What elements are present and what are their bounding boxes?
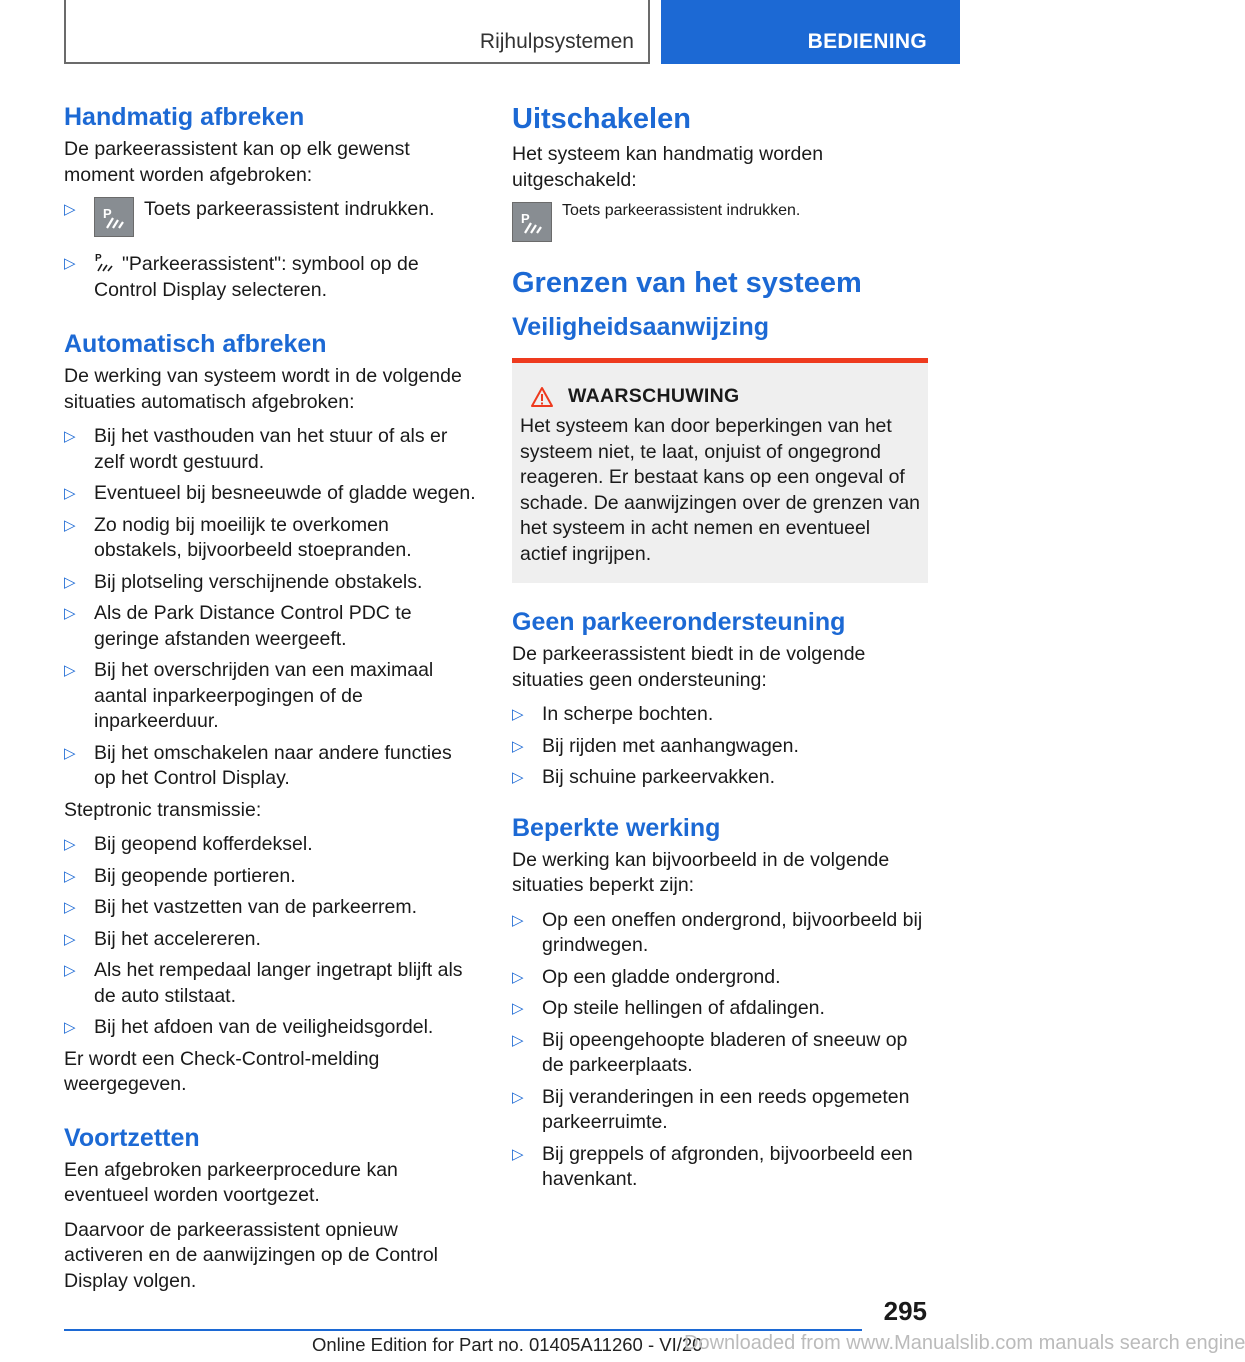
list-item: ▷ Bij het omschakelen naar andere functies op het Control Display. xyxy=(64,741,478,792)
list-item: ▷ Bij het vasthouden van het stuur of als er zelf wordt gestuurd. xyxy=(64,424,478,475)
list-item xyxy=(64,197,478,237)
header-chapter-title: BEDIENING xyxy=(807,30,927,53)
svg-text:P: P xyxy=(521,211,530,226)
footer-edition: Online Edition for Part no. 01405A11260 - VI/20 xyxy=(312,1334,703,1355)
switch-off-item: Toets parkeerassistent indrukken. xyxy=(562,202,801,219)
steptronic-label: Steptronic transmissie: xyxy=(64,798,262,821)
manual-abort-intro: De parkeerassistent kan op elk gewenst moment worden afgebroken: xyxy=(64,138,410,186)
switch-off-intro: Het systeem kan handmatig worden uitgeschakeld: xyxy=(512,143,824,191)
park-assist-symbol-icon xyxy=(94,251,116,273)
check-control-note: Er wordt een Check-Control-melding weergegeven. xyxy=(64,1047,380,1095)
list-item: ▷ Bij geopende portieren. xyxy=(64,864,478,890)
list-item: ▷ Op een gladde ondergrond. xyxy=(512,965,928,991)
continue-paragraph-2: Daarvoor de parkeerassistent opnieuw activeren en de aanwijzingen op de Control Display volgen. xyxy=(64,1218,438,1292)
switch-off-instruction xyxy=(512,202,928,242)
list-item: ▷ Bij het accelereren. xyxy=(64,927,478,953)
heading-limited-function: Beperkte werking xyxy=(512,813,721,842)
list-item: ▷ Zo nodig bij moeilijk te overkomen obstakels, bijvoorbeeld stoepranden. xyxy=(64,513,478,564)
heading-safety-note: Veiligheidsaanwijzing xyxy=(512,313,770,341)
heading-no-support: Geen parkeerondersteuning xyxy=(512,608,846,636)
continue-paragraph-1: Een afgebroken parkeerprocedure kan eventueel worden voortgezet. xyxy=(64,1158,398,1206)
watermark-text: Downloaded from www.Manualslib.com manuals search engine xyxy=(684,1332,1245,1354)
heading-auto-abort: Automatisch afbreken xyxy=(64,330,327,358)
list-item: ▷ Als het rempedaal langer ingetrapt blijft als de auto stilstaat. xyxy=(64,958,478,1009)
left-column xyxy=(64,100,478,1303)
park-assist-button-icon xyxy=(94,197,134,237)
list-item: ▷ Bij opeengehoopte bladeren of sneeuw op de parkeerplaats. xyxy=(512,1028,928,1079)
manual-abort-item-2: "Parkeerassistent": symbool op de Control Display selecteren. xyxy=(94,253,419,301)
header-chapter-tab xyxy=(661,0,960,64)
heading-switch-off: Uitschakelen xyxy=(512,103,691,135)
svg-text:P: ▷ P xyxy=(103,206,112,221)
heading-system-limits: Grenzen van het systeem xyxy=(512,267,862,299)
limited-function-intro: De werking kan bijvoorbeeld in de volgende situaties beperkt zijn: xyxy=(512,848,890,896)
list-item xyxy=(64,251,478,303)
park-assist-button-icon xyxy=(512,202,552,242)
list-item: ▷ Bij schuine parkeervakken. xyxy=(512,765,928,791)
header-section-box xyxy=(64,0,650,64)
list-item: ▷ Bij greppels of afgronden, bijvoorbeeld een havenkant. xyxy=(512,1142,928,1193)
warning-label: WAARSCHUWING xyxy=(568,385,740,407)
list-item: ▷ Bij plotseling verschijnende obstakels. xyxy=(64,570,478,596)
no-support-list xyxy=(512,702,928,791)
page-number: 295 xyxy=(883,1296,927,1326)
warning-box xyxy=(512,358,928,583)
list-item: ▷ Op steile hellingen of afdalingen. xyxy=(512,996,928,1022)
list-item: ▷ Als de Park Distance Control PDC te geringe afstanden weergeeft. xyxy=(64,601,478,652)
heading-manual-abort: Handmatig afbreken xyxy=(64,103,305,131)
list-item: ▷ Bij het vastzetten van de parkeerrem. xyxy=(64,895,478,921)
header-section-title: Rijhulpsystemen xyxy=(479,30,634,53)
no-support-intro: De parkeerassistent biedt in de volgende situaties geen ondersteuning: xyxy=(512,643,866,691)
list-item: ▷ Bij het afdoen van de veiligheidsgordel. xyxy=(64,1015,478,1041)
right-column xyxy=(512,100,928,1199)
list-item: ▷ Bij geopend kofferdeksel. xyxy=(64,832,478,858)
heading-continue: Voortzetten xyxy=(64,1123,200,1152)
list-item: ▷ Bij het overschrijden van een maximaal aantal inparkeerpogingen of de inparkeerduur. xyxy=(64,658,478,735)
warning-triangle-icon xyxy=(530,386,554,408)
list-item: ▷ Op een oneffen ondergrond, bijvoorbeeld bij grindwegen. xyxy=(512,908,928,959)
auto-abort-intro: De werking van systeem wordt in de volgende situaties automatisch afgebroken: xyxy=(64,365,462,413)
list-item: ▷ In scherpe bochten. xyxy=(512,702,928,728)
manual-abort-list xyxy=(64,197,478,303)
list-item: ▷ Eventueel bij besneeuwde of gladde wegen. xyxy=(64,481,478,507)
svg-text:P: ▷ P xyxy=(95,253,102,264)
list-item: ▷ Bij veranderingen in een reeds opgemeten parkeerruimte. xyxy=(512,1085,928,1136)
limited-function-list xyxy=(512,908,928,1193)
manual-abort-item-1: Toets parkeerassistent indrukken. xyxy=(144,198,435,220)
warning-text: Het systeem kan door beperkingen van het systeem niet, te laat, onjuist of ongegrond reageren. Er bestaat kans op een ongeval of schade. De aanwijzingen over de grenzen van het systeem in acht nemen en eventueel actief ingrijpen. xyxy=(520,415,921,565)
auto-abort-list xyxy=(64,424,478,792)
steptronic-list xyxy=(64,832,478,1041)
list-item: ▷ Bij rijden met aanhangwagen. xyxy=(512,734,928,760)
footer-divider xyxy=(64,1329,862,1331)
